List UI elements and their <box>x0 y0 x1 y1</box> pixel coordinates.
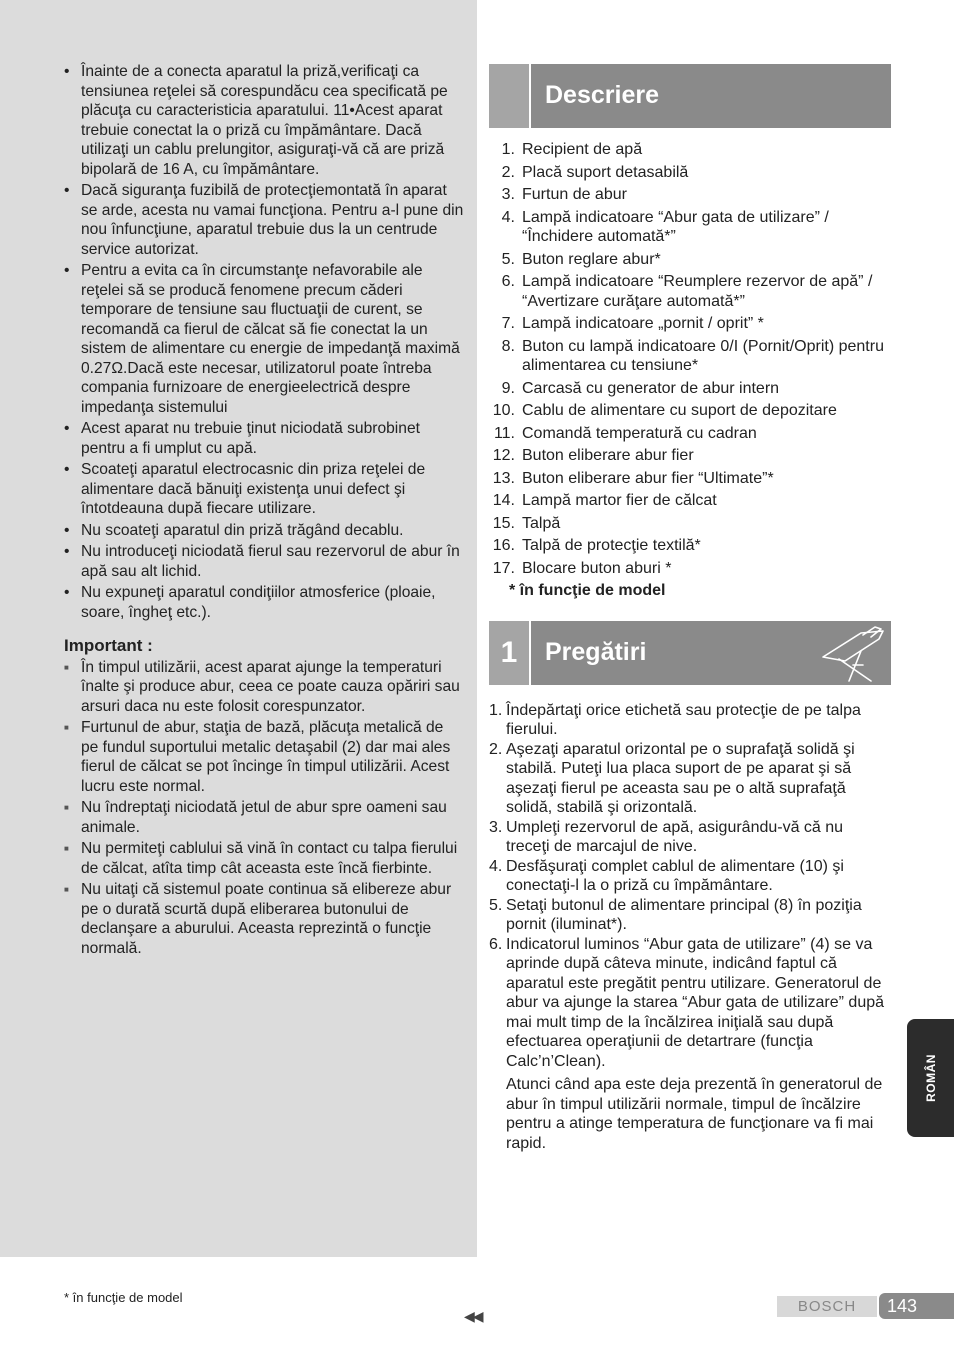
list-item: 5. Buton reglare abur* <box>501 250 661 268</box>
descriere-header <box>489 64 891 128</box>
page-number: 143 <box>879 1293 954 1319</box>
list-item: 10. Cablu de alimentare cu suport de depozitare <box>492 402 837 419</box>
list-item: 9. Carcasă cu generator de abur intern <box>501 379 780 397</box>
list-item: • Nu introduceţi niciodată fierul sau rezervorul de abur în apă sau alt lichid. <box>64 542 464 581</box>
section-number: 1 <box>489 621 529 685</box>
steps-list <box>489 701 891 1072</box>
list-item: 2. Aşezaţi aparatul orizontal pe o suprafaţă solidă şi stabilă. Puteţi lua placa suport de pe aparat şi să aşezaţi fierul pe aceasta sau pe o altă suprafaţă solidă, stabilă şi orizontală. <box>489 740 855 816</box>
model-note: * în funcţie de model <box>509 582 666 599</box>
list-item: 1. Îndepărtaţi orice etichetă sau protecţie de pe talpa fierului. <box>489 701 861 738</box>
list-item: 13. Buton eliberare abur fier “Ultimate”* <box>492 469 774 487</box>
list-item: • Înainte de a conecta aparatul la priză,verificaţi ca tensiunea reţelei să corespundăcu cea specificată pe plăcuţa cu caracteristicia aparatului. 11•Acest aparat trebuie conectat la o priză cu împământare. Dacă utilizaţi un cablu prelungitor, asiguraţi-vă că are priză bipolară de 16 A, cu împământare. <box>64 62 464 179</box>
list-item: 17. Blocare buton aburi * <box>492 559 672 577</box>
list-item: 6. Indicatorul luminos “Abur gata de utilizare” (4) se va aprinde după câteva minute, indicând faptul că aparatul este pregătit pentru utilizare. Generatorul de abur va ajunge la starea “Abur gata de utilizare” după mai mult timp de la încălzirea iniţială sau după efectuarea operaţiunii de detartrare (funcţia Calc’n’Clean). <box>489 935 885 1070</box>
language-tab[interactable] <box>907 1019 954 1137</box>
list-item: ■ Nu uitaţi că sistemul poate continua să elibereze abur pe o durată scurtă după eliberarea butonului de declanşare a aburului. Aceasta reprezintă o funcţie normală. <box>64 880 464 958</box>
section-title: Descriere <box>545 81 659 110</box>
list-item: 2. Placă suport detasabilă <box>501 163 689 181</box>
list-item: • Acest aparat nu trebuie ţinut niciodată subrobinet pentru a fi umplut cu apă. <box>64 419 464 458</box>
list-item: 12. Buton eliberare abur fier <box>492 447 694 464</box>
list-item: 5. Setaţi butonul de alimentare principal (8) în poziţia pornit (iluminat*). <box>489 896 862 933</box>
section-number-box <box>489 64 529 128</box>
list-item: ■ În timpul utilizării, acest aparat ajunge la temperaturi înalte şi produce abur, ceea ce poate cauza opăriri sau arsuri daca nu este folosit corespunzator. <box>64 658 464 717</box>
important-heading: Important : <box>64 636 153 655</box>
list-item: • Scoateţi aparatul electrocasnic din priza reţelei de alimentare dacă bănuiţi existenţa unui defect şi întotdeauna după fiecare utilizare. <box>64 460 464 519</box>
safety-instructions <box>64 62 464 960</box>
list-item: 7. Lampă indicatoare „pornit / oprit” * <box>501 315 764 332</box>
list-item: 14. Lampă martor fier de călcat <box>492 492 717 509</box>
important-list <box>64 658 464 959</box>
footnote: * în funcţie de model <box>64 1290 183 1305</box>
list-item: 6. Lampă indicatoare “Reumplere rezervor de apă” / “Avertizare curăţare automată*” <box>501 273 873 310</box>
list-item: ■ Furtunul de abur, staţia de bază, plăcuţa metalică de pe fundul suportului metalic detaşabil (2) dar mai ales fierul de călcat se pot încinge în timpul utilizării. Acest lucru este normal. <box>64 718 464 796</box>
list-item: 4. Desfăşuraţi complet cablul de alimentare (10) şi conectaţi-l la o priză cu împământare. <box>489 857 844 894</box>
list-item: 3. Umpleţi rezervorul de apă, asigurându-vă că nu treceţi de marcajul de nive. <box>489 818 844 855</box>
list-item: • Pentru a evita ca în circumstanţe nefavorabile ale reţelei să se producă fenomene precum căderi temporare de tensiune sau fluctuaţii de curent, se recomandă ca fierul de călcat să fie conectat la un sistem de alimentare cu energie de impedanţă maximă 0.27Ω.Dacă este necesar, utilizatorul poate întreba compania furnizoare de energieelectrică despre impedanţa sistemului <box>64 261 464 417</box>
list-item: 4. Lampă indicatoare “Abur gata de utilizare” / “Închidere automată*” <box>501 208 829 245</box>
list-item: • Dacă siguranţa fuzibilă de protecţiemontată în aparat se arde, acesta nu vamai funcţiona. Pentru a-l pune din nou înfuncţiune, aparatul trebuie dus la un centrude service autorizat. <box>64 181 464 259</box>
brand-label: BOSCH <box>777 1296 877 1317</box>
list-item: • Nu expuneţi aparatul condiţiilor atmosferice (ploaie, soare, îngheţ etc.). <box>64 583 464 622</box>
parts-list <box>489 140 891 578</box>
right-column <box>489 64 891 1153</box>
steps-note: Atunci când apa este deja prezentă în generatorul de abur în timpul utilizării normale, timpul de încălzire pentru a atinge temperatura de funcţionare va fi mai rapid. <box>506 1076 883 1152</box>
list-item: 15. Talpă <box>492 514 561 532</box>
section-title: Pregătiri <box>545 637 647 666</box>
list-item: 1. Recipient de apă <box>501 141 643 158</box>
safety-list <box>64 62 464 622</box>
list-item: • Nu scoateţi aparatul din priză trăgând decablu. <box>64 521 464 541</box>
language-label: ROMÂN <box>923 1054 938 1102</box>
list-item: ■ Nu îndreptaţi niciodată jetul de abur spre oameni sau animale. <box>64 798 464 837</box>
double-left-arrow-icon: ◀◀ <box>464 1308 482 1324</box>
ironing-board-icon <box>801 621 891 685</box>
list-item: 16. Talpă de protecţie textilă* <box>492 537 701 554</box>
list-item: 3. Furtun de abur <box>501 186 627 203</box>
list-item: 8. Buton cu lampă indicatoare 0/I (Pornit/Oprit) pentru alimentarea cu tensiune* <box>501 337 884 374</box>
pregatiri-header <box>489 621 891 685</box>
list-item: 11. Comandă temperatură cu cadran <box>493 424 757 442</box>
list-item: ■ Nu permiteţi cablului să vină în contact cu talpa fierului de călcat, atîta timp cât aceasta este încă fierbinte. <box>64 839 464 878</box>
